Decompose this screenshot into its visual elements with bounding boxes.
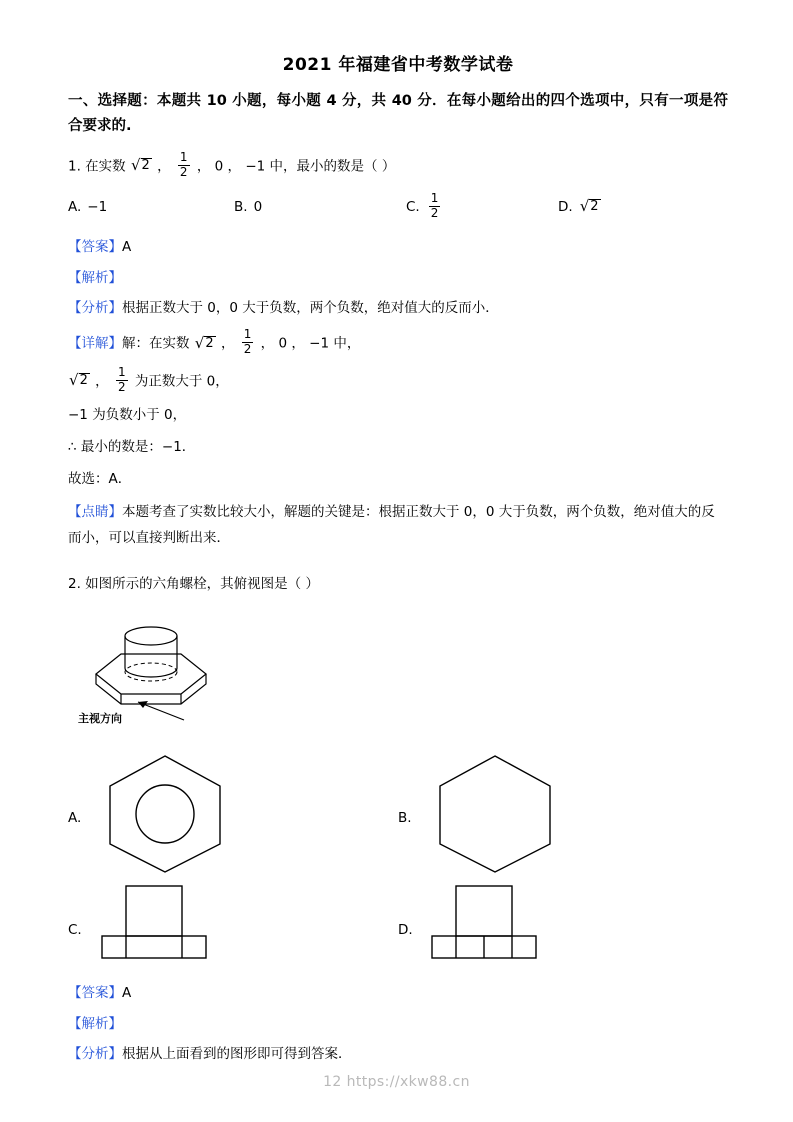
q1-xiangjie-sep3: ，	[291, 335, 305, 352]
q1-xiangjie-sep1: ，	[220, 335, 235, 352]
page-title: 2021 年福建省中考数学试卷	[282, 55, 514, 75]
option-a-label: A.	[68, 199, 82, 216]
fraction-numerator-detail: 1	[243, 327, 252, 342]
question-2-stem: 2. 如图所示的六角螺栓，其俯视图是（ ）	[68, 575, 319, 592]
option-b[interactable]	[234, 190, 262, 224]
fraction-one-half-detail2	[116, 366, 128, 395]
q1-stem-mid1: ，	[157, 158, 171, 175]
q1-xiangjie-zero: 0	[278, 335, 288, 352]
fraction-numerator: 1	[179, 149, 188, 164]
sqrt-2-detail2: √ 2	[69, 371, 88, 390]
q1-xiangjie-lead: 解：在实数	[122, 335, 190, 352]
fraction-denominator-detail2: 2	[117, 379, 126, 394]
q1-answer-tag: 【答案】	[68, 239, 122, 256]
q1-stem-prefix: 1. 在实数	[68, 158, 126, 175]
q2-answer-tag: 【答案】	[68, 984, 122, 1001]
q1-xiangjie-line2-tail: 为正数大于 0，	[134, 373, 229, 390]
fraction-one-half-detail	[242, 328, 254, 357]
watermark: 12 https://xkw88.cn	[323, 1074, 470, 1090]
q2-option-a-figure[interactable]	[90, 750, 240, 876]
question-1-stem	[68, 149, 728, 181]
q2-option-a-label: A.	[68, 809, 82, 826]
q1-analysis-tag: 【解析】	[68, 270, 122, 287]
q1-xiangjie-tail: 中，	[333, 335, 361, 352]
q2-option-c-figure[interactable]	[90, 880, 250, 966]
bolt-view-direction-label: 主视方向	[78, 711, 122, 725]
section-heading: 一、选择题：本题共 10 小题，每小题 4 分，共 40 分．在每小题给出的四个选项中，只有一项是符合要求的.	[68, 93, 728, 135]
fraction-denominator-detail: 2	[243, 342, 252, 357]
option-c-denominator: 2	[430, 205, 439, 220]
q1-analysis-heading	[68, 266, 728, 286]
q2-fenxi-text: 根据从上面看到的图形即可得到答案．	[122, 1045, 352, 1062]
q1-dianjing	[68, 500, 728, 551]
q1-fenxi-tag: 【分析】	[68, 300, 122, 317]
q1-stem-mid3: ，	[227, 158, 242, 175]
q1-dianjing-text: 本题考查了实数比较大小，解题的关键是：根据正数大于 0，0 大于负数，两个负数，绝对值大的反而小，可以直接判断出来．	[68, 504, 715, 546]
q2-answer-value: A	[122, 984, 132, 1001]
q2-option-b-label: B.	[398, 809, 412, 826]
q1-stem-suffix: 中，最小的数是（ ）	[269, 158, 396, 175]
option-a[interactable]	[68, 190, 107, 224]
option-d-sqrt: √ 2	[579, 197, 599, 216]
sqrt-2-detail: √ 2	[194, 333, 214, 352]
question-2-choices-row-2	[68, 878, 728, 970]
option-b-value: 0	[253, 199, 263, 216]
option-c-numerator: 1	[430, 191, 439, 206]
document-content	[68, 50, 728, 1075]
option-d[interactable]	[558, 190, 602, 224]
option-a-value: −1	[87, 199, 108, 216]
q2-option-d-label: D.	[398, 921, 413, 938]
q2-fenxi	[68, 1043, 728, 1066]
sqrt-2-inline: √ 2	[130, 156, 150, 175]
q1-stem-neg1: −1	[245, 158, 266, 175]
option-c[interactable]	[406, 190, 443, 224]
bolt-figure	[68, 598, 728, 748]
q1-xiangjie-tag: 【详解】	[68, 335, 122, 352]
option-c-fraction	[429, 192, 441, 221]
q1-xiangjie-line4: ∴ 最小的数是：−1．	[68, 439, 196, 456]
q2-fenxi-tag: 【分析】	[68, 1045, 122, 1062]
option-c-label: C.	[406, 199, 420, 216]
q1-answer	[68, 235, 728, 255]
q1-xiangjie-sep2: ，	[260, 335, 275, 352]
q1-dianjing-tag: 【点睛】	[68, 504, 122, 521]
question-1-options	[68, 190, 728, 224]
option-b-label: B.	[234, 199, 248, 216]
q1-answer-value: A	[122, 239, 132, 256]
option-d-radicand: 2	[590, 199, 599, 215]
q2-option-b-figure[interactable]	[420, 750, 570, 876]
q1-xiangjie-line1	[68, 329, 728, 358]
q1-fenxi-text: 根据正数大于 0，0 大于负数，两个负数，绝对值大的反而小．	[122, 300, 499, 317]
q2-option-d-figure[interactable]	[420, 880, 580, 966]
q2-option-c-label: C.	[68, 921, 82, 938]
q1-xiangjie-sep4: ，	[95, 373, 109, 390]
q2-analysis-tag: 【解析】	[68, 1015, 122, 1032]
fraction-one-half-inline	[178, 151, 190, 180]
q1-xiangjie-neg1: −1	[309, 335, 330, 352]
fraction-denominator: 2	[179, 164, 188, 179]
fraction-numerator-detail2: 1	[117, 364, 126, 379]
q1-xiangjie-line2	[68, 364, 728, 396]
q1-fenxi	[68, 297, 728, 320]
question-2-choices-row-1	[68, 748, 728, 878]
q1-stem-zero: 0	[214, 158, 224, 175]
q2-answer	[68, 981, 728, 1001]
option-d-label: D.	[558, 199, 573, 216]
q1-stem-mid2: ，	[196, 158, 211, 175]
q1-xiangjie-line3: −1 为负数小于 0，	[68, 407, 187, 424]
q2-analysis-heading	[68, 1012, 728, 1032]
q1-xiangjie-line5: 故选：A．	[68, 471, 132, 488]
